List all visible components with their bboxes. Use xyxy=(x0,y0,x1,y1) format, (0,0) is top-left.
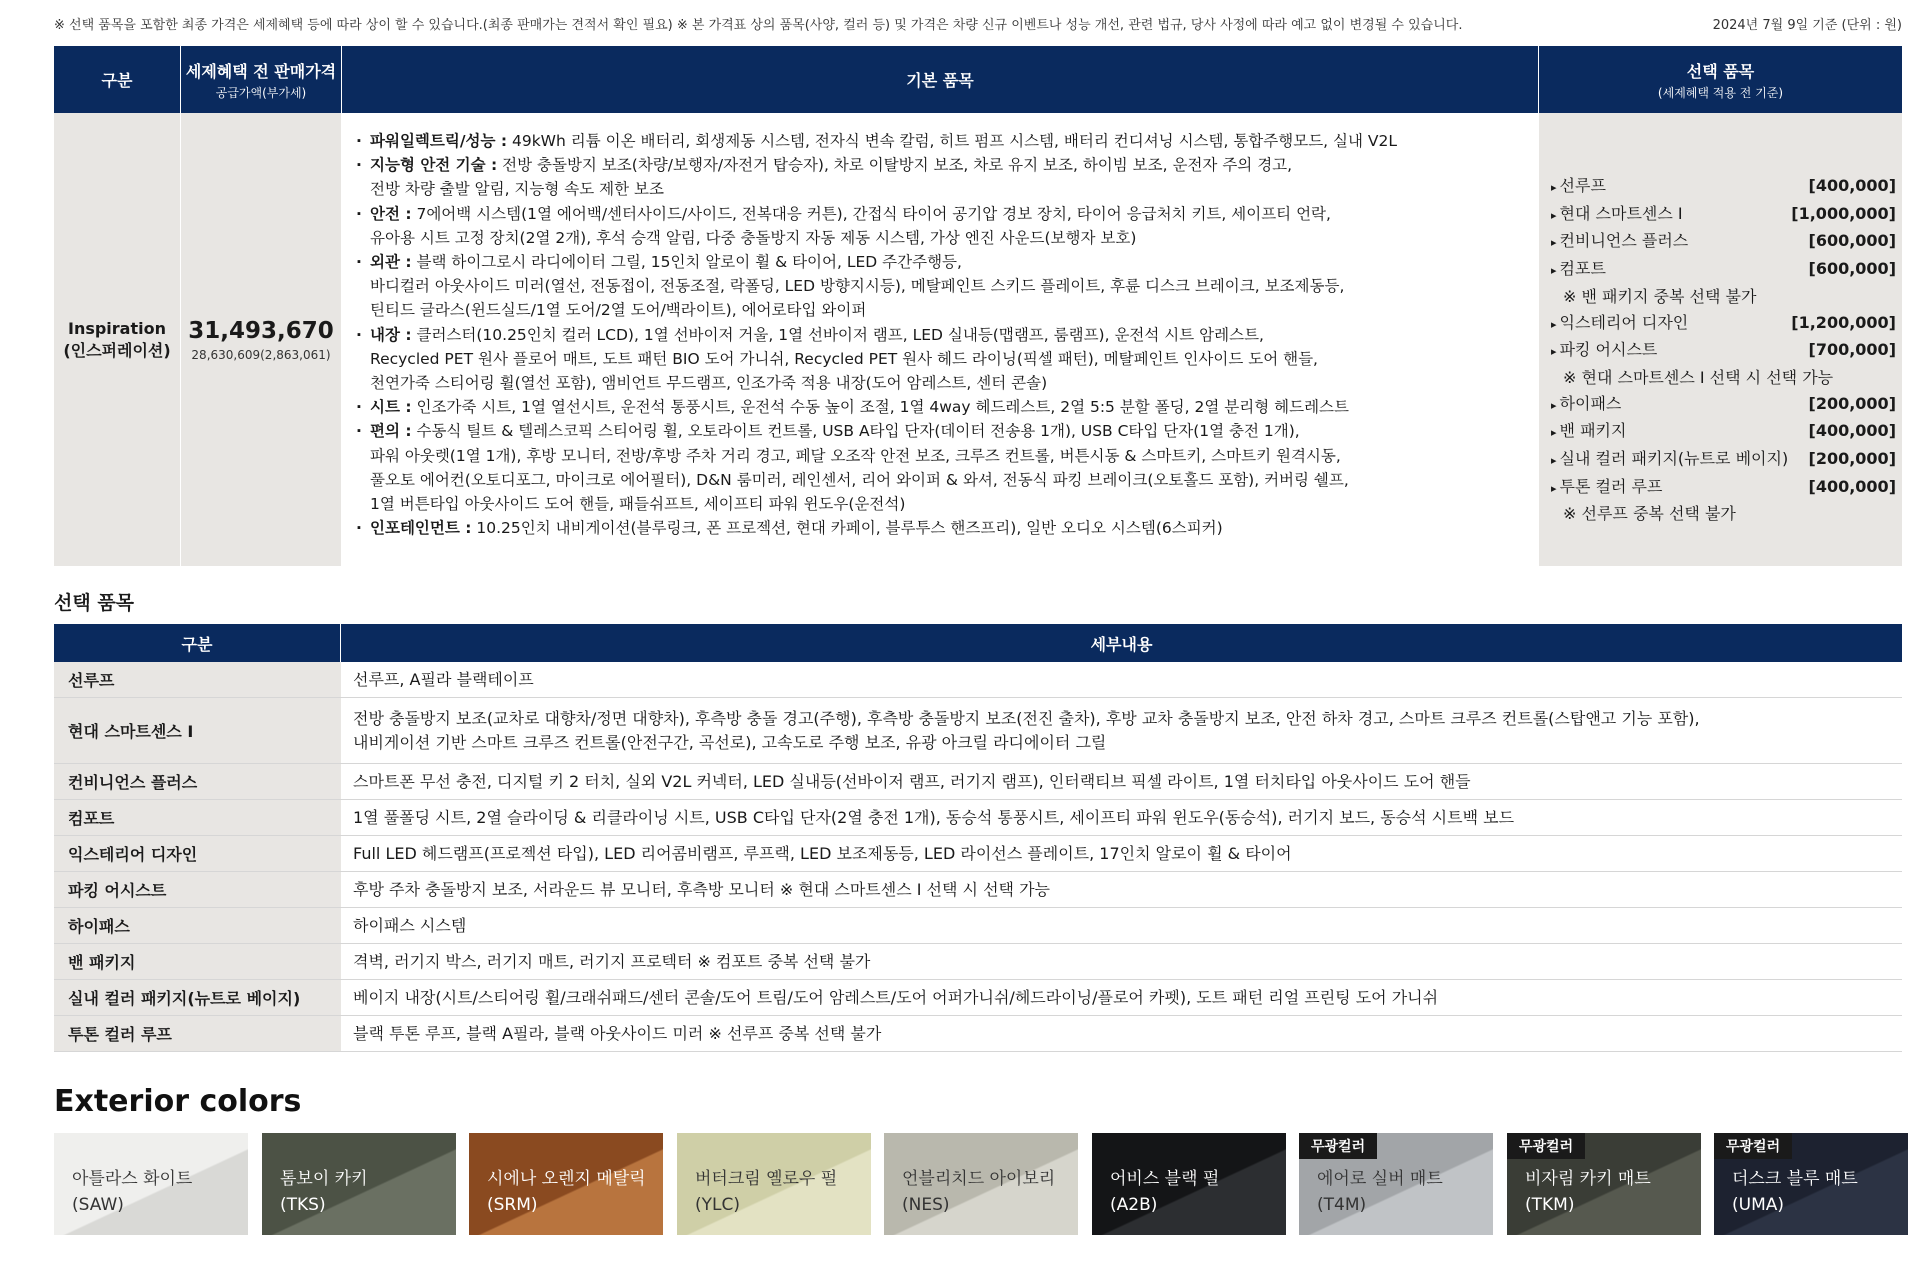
basic-item xyxy=(356,323,1524,396)
option-name: ▸ 익스테리어 디자인 xyxy=(1551,310,1688,338)
basic-item-label: 시트 : xyxy=(370,398,412,417)
option-name: ▸ 컨비니언스 플러스 xyxy=(1551,228,1688,256)
price-value: 31,493,670 xyxy=(188,317,334,344)
matte-badge: 무광컬러 xyxy=(1714,1133,1792,1159)
option-name: ▸ 투톤 컬러 루프 xyxy=(1551,474,1662,502)
option-price-row xyxy=(1551,228,1896,256)
color-swatch xyxy=(469,1133,663,1235)
basic-items-cell xyxy=(342,113,1538,566)
option-row-name: 파킹 어시스트 xyxy=(54,872,341,907)
table-row xyxy=(54,662,1902,698)
option-row-name: 현대 스마트센스 I xyxy=(54,698,341,763)
option-note: ※ 밴 패키지 중복 선택 불가 xyxy=(1563,286,1757,306)
table-row xyxy=(54,980,1902,1016)
color-code: (T4M) xyxy=(1317,1195,1367,1215)
option-price: [1,000,000] xyxy=(1791,203,1896,223)
table-row xyxy=(54,698,1902,764)
option-name: ▸ 현대 스마트센스 I xyxy=(1551,201,1683,229)
color-name: 시에나 오렌지 메탈릭 xyxy=(487,1169,646,1189)
options-table xyxy=(54,624,1902,1052)
color-label xyxy=(1525,1166,1651,1218)
color-code: (UMA) xyxy=(1732,1195,1785,1215)
option-note: ※ 현대 스마트센스 I 선택 시 선택 가능 xyxy=(1563,367,1834,387)
color-swatches xyxy=(54,1133,1902,1235)
header-price xyxy=(181,46,342,113)
basic-item-label: 편의 : xyxy=(370,422,412,441)
matte-badge: 무광컬러 xyxy=(1507,1133,1585,1159)
color-label xyxy=(1110,1166,1219,1218)
option-name: ▸ 컴포트 xyxy=(1551,256,1606,284)
color-name: 어비스 블랙 펄 xyxy=(1110,1169,1220,1189)
header-gubun-label: 구분 xyxy=(101,71,133,90)
option-price: [200,000] xyxy=(1808,393,1896,413)
basic-item xyxy=(356,129,1524,153)
basic-item-text: 클러스터(10.25인치 컬러 LCD), 1열 선바이저 거울, 1열 선바이저 램프, LED 실내등(맵램프, 룸램프), 운전석 시트 암레스트, Recycled PET 원사 플로어 매트, 도트 패턴 BIO 도어 가니쉬, Recycled PET 원사 헤드 라이닝(픽셀 패턴), 메탈페인트 인사이드 도어 핸들, 천연가죽 스티어링 휠(열선 포함), 앰비언트 무드램프, 인조가죽 적용 내장(도어 암레스트, 센터 콘솔) xyxy=(370,325,1318,393)
color-swatch xyxy=(884,1133,1078,1235)
basic-item xyxy=(356,153,1524,201)
color-code: (NES) xyxy=(902,1195,950,1215)
option-row-detail: 하이패스 시스템 xyxy=(353,915,467,935)
color-code: (TKM) xyxy=(1525,1195,1575,1215)
table-row xyxy=(54,908,1902,944)
header-options-label: 선택 품목 xyxy=(1686,61,1755,81)
color-name: 비자림 카키 매트 xyxy=(1525,1169,1651,1189)
option-name: ▸ 선루프 xyxy=(1551,173,1606,201)
option-row-detail: 후방 주차 충돌방지 보조, 서라운드 뷰 모니터, 후측방 모니터 ※ 현대 스마트센스 I 선택 시 선택 가능 xyxy=(353,879,1051,899)
color-name: 언블리치드 아이보리 xyxy=(902,1169,1056,1189)
disclaimer-text: ※ 선택 품목을 포함한 최종 가격은 세제혜택 등에 따라 상이 할 수 있습니다.(최종 판매가는 견적서 확인 필요) ※ 본 가격표 상의 품목(사양, 컬러 등) 및 가격은 차량 신규 이벤트나 성능 개선, 관련 법규, 당사 사정에 따라 예고 없이 변경될 수 있습니다. xyxy=(54,18,1463,33)
option-row-detail: 격벽, 러기지 박스, 러기지 매트, 러기지 프로텍터 ※ 컴포트 중복 선택 불가 xyxy=(353,951,871,971)
option-row-name: 선루프 xyxy=(54,662,341,697)
header-options-sub: (세제혜택 적용 전 기준) xyxy=(1657,85,1784,100)
option-row-name: 컴포트 xyxy=(54,800,341,835)
option-price-row xyxy=(1551,256,1896,284)
options-table-header xyxy=(54,624,1902,662)
option-name: ▸ 파킹 어시스트 xyxy=(1551,337,1657,365)
basic-item-text: 인조가죽 시트, 1열 열선시트, 운전석 통풍시트, 운전석 수동 높이 조절, 1열 4way 헤드레스트, 2열 5:5 분할 폴딩, 2열 분리형 헤드레스트 xyxy=(411,398,1349,417)
basic-item xyxy=(356,250,1524,323)
color-label xyxy=(72,1166,192,1218)
basic-item xyxy=(356,419,1524,516)
basic-item-text: 수동식 틸트 & 텔레스코픽 스티어링 휠, 오토라이트 컨트롤, USB A타입 단자(데이터 전송용 1개), USB C타입 단자(1열 충전 1개), 파워 아웃렛(1열 1개), 후방 모니터, 전방/후방 주차 거리 경고, 페달 오조작 안전 보조, 크루즈 컨트롤, 버튼시동 & 스마트키, 스마트키 원격시동, 풀오토 에어컨(오토디포그, 마이크로 에어필터), D&N 룸미러, 레인센서, 리어 와이퍼 & 와셔, 전동식 파킹 브레이크(오토홀드 포함), 커버링 쉘프, 1열 버튼타입 아웃사이드 도어 핸들, 패들쉬프트, 세이프티 파워 윈도우(운전석) xyxy=(370,422,1349,514)
table-row xyxy=(54,1016,1902,1052)
price-cell xyxy=(181,113,341,566)
option-price-row xyxy=(1551,418,1896,446)
basic-item-text: 49kWh 리튬 이온 배터리, 회생제동 시스템, 전자식 변속 칼럼, 히트 펌프 시스템, 배터리 컨디셔닝 시스템, 통합주행모드, 실내 V2L xyxy=(507,132,1398,150)
trim-name: Inspiration xyxy=(67,318,166,338)
option-row-name: 익스테리어 디자인 xyxy=(54,836,341,871)
price-sub-value: 28,630,609(2,863,061) xyxy=(191,347,331,362)
option-row-name: 밴 패키지 xyxy=(54,944,341,979)
option-price-row xyxy=(1551,391,1896,419)
option-price: [600,000] xyxy=(1808,231,1896,251)
basic-item-label: 지능형 안전 기술 : xyxy=(370,156,498,175)
table-row xyxy=(54,836,1902,872)
option-price: [400,000] xyxy=(1808,176,1896,195)
option-price: [1,200,000] xyxy=(1791,312,1896,332)
color-label xyxy=(1732,1166,1858,1218)
table-row xyxy=(54,944,1902,980)
table-row xyxy=(54,872,1902,908)
basic-item-text: 전방 충돌방지 보조(차량/보행자/자전거 탑승자), 차로 이탈방지 보조, 차로 유지 보조, 하이빔 보조, 운전자 주의 경고, 전방 차량 출발 알림, 지능형 속도 제한 보조 xyxy=(370,156,1293,199)
basic-item-text: 7에어백 시스템(1열 에어백/센터사이드/사이드, 전복대응 커튼), 간접식 타이어 공기압 경보 장치, 타이어 응급처치 키트, 세이프티 언락, 유아용 시트 고정 장치(2열 2개), 후석 승객 알림, 다중 충돌방지 자동 제동 시스템, 가상 엔진 사운드(보행자 보호) xyxy=(370,204,1331,247)
color-code: (TKS) xyxy=(280,1195,326,1215)
option-price: [600,000] xyxy=(1808,259,1896,279)
color-code: (YLC) xyxy=(695,1195,740,1215)
option-price-row xyxy=(1551,446,1896,474)
option-row-detail: 1열 풀폴딩 시트, 2열 슬라이딩 & 리클라이닝 시트, USB C타입 단자(2열 충전 1개), 동승석 통풍시트, 세이프티 파워 윈도우(동승석), 러기지 보드, 동승석 시트백 보드 xyxy=(353,807,1515,827)
color-label xyxy=(280,1166,368,1218)
option-name: ▸ 하이패스 xyxy=(1551,391,1621,419)
color-label xyxy=(487,1166,646,1218)
option-price: [200,000] xyxy=(1808,449,1896,469)
color-swatch xyxy=(677,1133,871,1235)
basic-item-label: 파워일렉트릭/성능 : xyxy=(370,132,508,150)
header-basic-label: 기본 품목 xyxy=(906,71,974,90)
basic-item-label: 인포테인먼트 : xyxy=(370,519,472,538)
color-code: (A2B) xyxy=(1110,1195,1158,1215)
header-price-sub: 공급가액(부가세) xyxy=(215,85,307,100)
color-swatch xyxy=(54,1133,248,1235)
exterior-colors-title: Exterior colors xyxy=(54,1084,302,1119)
price-table xyxy=(54,46,1902,566)
basic-item xyxy=(356,395,1524,419)
color-swatch xyxy=(1299,1133,1493,1235)
basic-item-label: 내장 : xyxy=(370,325,412,344)
option-row-name: 컨비니언스 플러스 xyxy=(54,764,341,799)
option-price: [700,000] xyxy=(1808,340,1896,360)
option-row-name: 하이패스 xyxy=(54,908,341,943)
table-row xyxy=(54,800,1902,836)
option-row-name: 실내 컬러 패키지(뉴트로 베이지) xyxy=(54,980,341,1015)
option-name: ▸ 밴 패키지 xyxy=(1551,418,1626,446)
option-row-name: 투톤 컬러 루프 xyxy=(54,1016,341,1051)
color-swatch xyxy=(1092,1133,1286,1235)
option-price-row xyxy=(1551,474,1896,502)
color-name: 더스크 블루 매트 xyxy=(1732,1169,1858,1189)
options-header-gubun: 구분 xyxy=(54,624,341,662)
option-name: ▸ 실내 컬러 패키지(뉴트로 베이지) xyxy=(1551,446,1788,474)
option-price-row xyxy=(1551,310,1896,338)
color-code: (SRM) xyxy=(487,1195,538,1215)
matte-badge: 무광컬러 xyxy=(1299,1133,1377,1159)
option-row-detail: 블랙 투톤 루프, 블랙 A필라, 블랙 아웃사이드 미러 ※ 선루프 중복 선택 불가 xyxy=(353,1023,882,1043)
options-header-detail: 세부내용 xyxy=(1090,634,1153,654)
color-swatch xyxy=(1507,1133,1701,1235)
option-row-detail: 선루프, A필라 블랙테이프 xyxy=(353,669,534,689)
header-price-label: 세제혜택 전 판매가격 xyxy=(185,61,337,81)
color-swatch xyxy=(262,1133,456,1235)
option-price-row xyxy=(1551,173,1896,201)
header-options xyxy=(1539,46,1902,113)
option-note: ※ 선루프 중복 선택 불가 xyxy=(1563,504,1736,524)
option-prices-cell xyxy=(1539,113,1902,566)
basic-item-text: 블랙 하이그로시 라디에이터 그릴, 15인치 알로이 휠 & 타이어, LED 주간주행등, 바디컬러 아웃사이드 미러(열선, 전동접이, 전동조절, 락폴딩, LED 방향지시등), 메탈페인트 스키드 플레이트, 후륜 디스크 브레이크, 보조제동등, 틴티드 글라스(윈드실드/1열 도어/2열 도어/백라이트), 에어로타입 와이퍼 xyxy=(370,253,1345,320)
color-name: 아틀라스 화이트 xyxy=(72,1169,193,1189)
basic-item-text: 10.25인치 내비게이션(블루링크, 폰 프로젝션, 현대 카페이, 블루투스 핸즈프리), 일반 오디오 시스템(6스피커) xyxy=(471,519,1223,538)
top-note xyxy=(54,10,1902,34)
basic-item xyxy=(356,202,1524,250)
color-label xyxy=(1317,1166,1443,1218)
color-swatch xyxy=(1714,1133,1908,1235)
basic-item xyxy=(356,516,1524,540)
option-row-detail: Full LED 헤드램프(프로젝션 타입), LED 리어콤비램프, 루프랙, LED 보조제동등, LED 라이선스 플레이트, 17인치 알로이 휠 & 타이어 xyxy=(353,843,1292,863)
option-price-row xyxy=(1551,201,1896,229)
option-row-detail: 스마트폰 무선 충전, 디지털 키 2 터치, 실외 V2L 커넥터, LED 실내등(선바이저 램프, 러기지 램프), 인터랙티브 픽셀 라이트, 1열 터치타입 아웃사이드 도어 핸들 xyxy=(353,771,1471,791)
basic-item-label: 외관 : xyxy=(370,253,412,272)
color-name: 톰보이 카키 xyxy=(280,1169,368,1189)
color-name: 버터크림 옐로우 펄 xyxy=(695,1169,838,1189)
table-row xyxy=(54,764,1902,800)
option-row-detail: 베이지 내장(시트/스티어링 휠/크래쉬패드/센터 콘솔/도어 트림/도어 암레스트/도어 어퍼가니쉬/헤드라이닝/플로어 카펫), 도트 패턴 리얼 프린팅 도어 가니쉬 xyxy=(353,987,1439,1007)
header-basic xyxy=(342,46,1539,113)
date-unit-text: 2024년 7월 9일 기준 (단위 : 원) xyxy=(1712,18,1902,33)
color-code: (SAW) xyxy=(72,1195,124,1215)
option-price: [400,000] xyxy=(1808,476,1896,496)
option-row-detail: 전방 충돌방지 보조(교차로 대향차/정면 대향차), 후측방 충돌 경고(주행), 후측방 충돌방지 보조(전진 출차), 후방 교차 충돌방지 보조, 안전 하차 경고, 스마트 크루즈 컨트롤(스탑앤고 기능 포함), 내비게이션 기반 스마트 크루즈 컨트롤(안전구간, 곡선로), 고속도로 주행 보조, 유광 아크릴 라디에이터 그릴 xyxy=(353,708,1700,752)
options-section-title: 선택 품목 xyxy=(54,592,135,614)
color-label xyxy=(902,1166,1055,1218)
trim-cell xyxy=(54,113,180,566)
trim-name-kr: (인스퍼레이션) xyxy=(63,340,171,360)
color-name: 에어로 실버 매트 xyxy=(1317,1169,1443,1189)
color-label xyxy=(695,1166,837,1218)
option-price: [400,000] xyxy=(1808,421,1896,441)
option-price-row xyxy=(1551,337,1896,365)
header-gubun xyxy=(54,46,181,113)
basic-item-label: 안전 : xyxy=(370,204,412,223)
